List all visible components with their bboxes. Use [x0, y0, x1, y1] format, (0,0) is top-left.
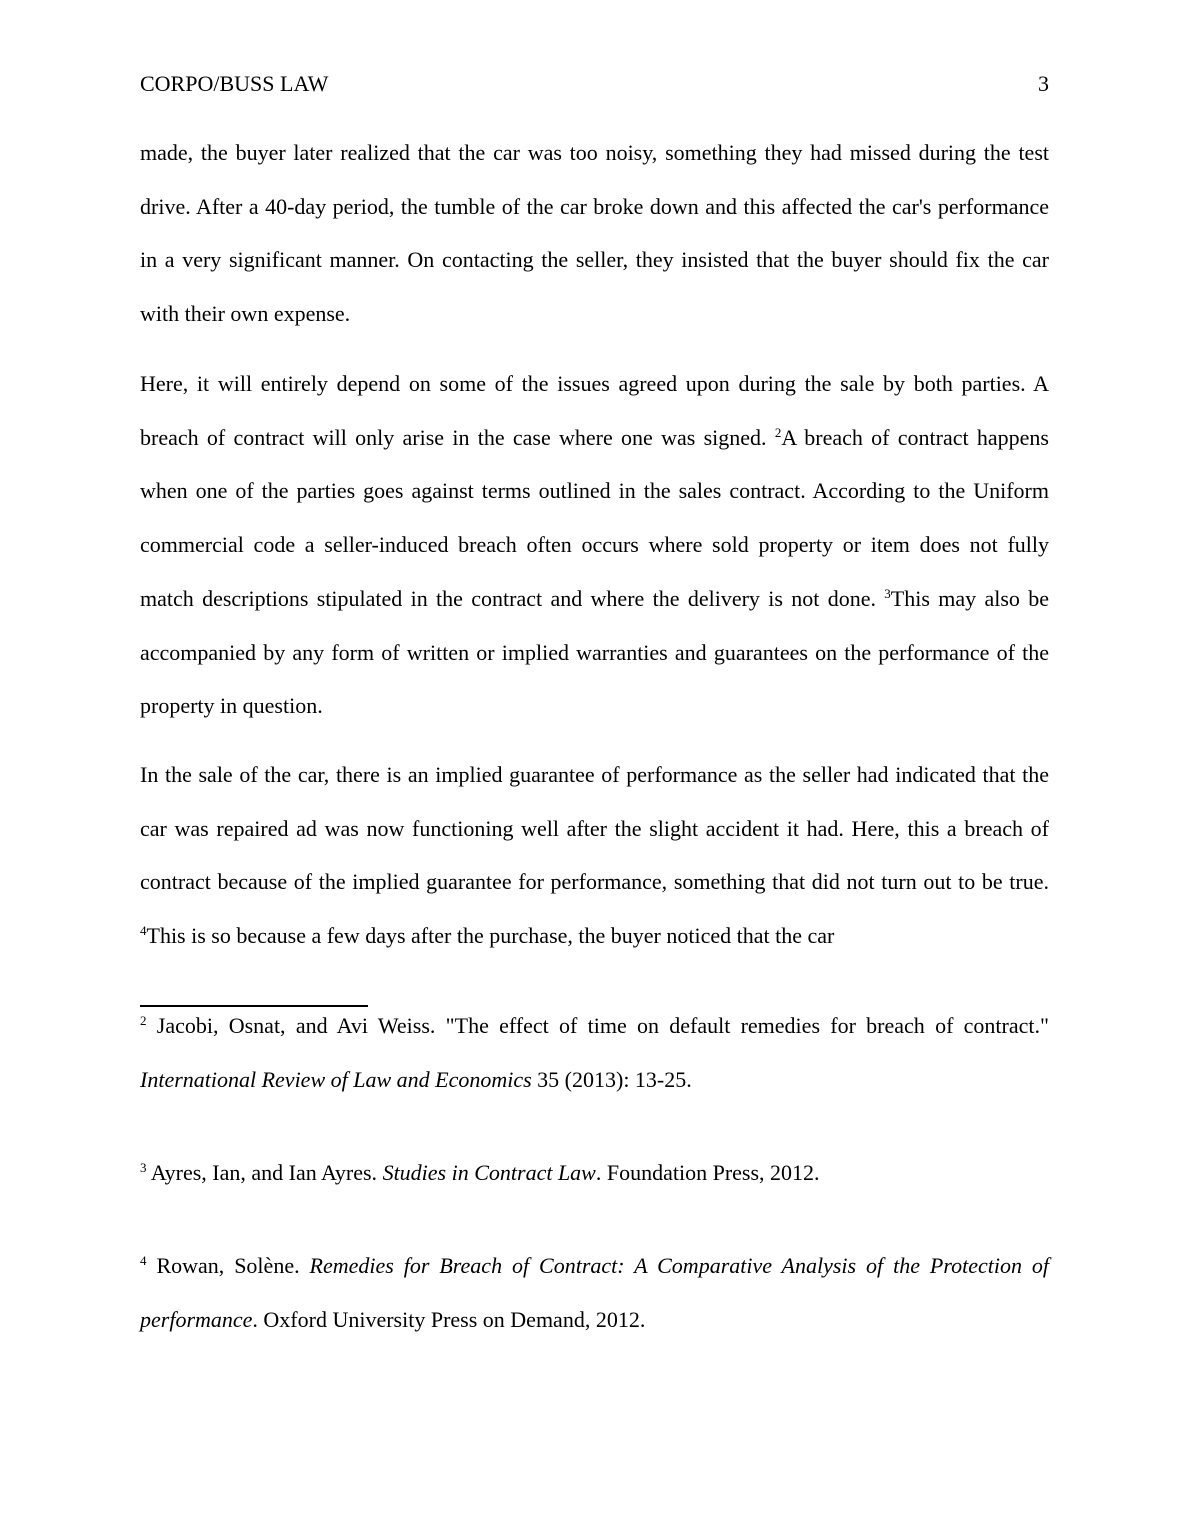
footnote-text: . Oxford University Press on Demand, 2012.	[252, 1307, 646, 1332]
footnote-marker: 4	[140, 1253, 147, 1268]
footnote-marker: 2	[140, 1013, 147, 1028]
footnote-2	[140, 999, 1049, 1107]
footnote-title: International Review of Law and Economics	[140, 1067, 532, 1092]
footnote-text: Rowan, Solène.	[146, 1253, 310, 1278]
footnote-3	[140, 1146, 1049, 1200]
footnote-marker: 3	[140, 1160, 147, 1175]
footnote-text: . Foundation Press, 2012.	[595, 1160, 820, 1185]
footnote-text: Ayres, Ian, and Ian Ayres.	[146, 1160, 383, 1185]
body-paragraph-3	[140, 748, 1049, 963]
footnote-ref-2[interactable]: 2	[774, 424, 782, 440]
paragraph-text: In the sale of the car, there is an implied guarantee of performance as the seller had indicated that the car was repaired ad was now functioning well after the slight accident it had. Here, this a breach of contract because of the implied guarantee for performance, something that did not turn out to be true.	[140, 762, 1049, 895]
paragraph-text: made, the buyer later realized that the car was too noisy, something they had missed during the test drive. After a 40-day period, the tumble of the car broke down and this affected the car's performance in a very significant manner. On contacting the seller, they insisted that the buyer should fix the car with their own expense.	[140, 140, 1049, 327]
footnote-title: Studies in Contract Law	[382, 1160, 596, 1185]
footnote-text: 35 (2013): 13-25.	[531, 1067, 692, 1092]
paragraph-text: This may also be accompanied by any form of written or implied warranties and guarantees on the performance of the property in question.	[140, 585, 1049, 719]
paragraph-text: This is so because a few days after the purchase, the buyer noticed that the car	[146, 923, 835, 949]
body-paragraph-2	[140, 357, 1049, 733]
running-head: CORPO/BUSS LAW	[140, 71, 329, 96]
footnote-ref-3[interactable]: 3	[884, 585, 891, 601]
body-paragraph-1	[140, 126, 1049, 341]
footnote-text: Jacobi, Osnat, and Avi Weiss. "The effect of time on default remedies for breach of contract."	[146, 1013, 1049, 1038]
footnote-4	[140, 1239, 1049, 1347]
paragraph-text: Here, it will entirely depend on some of the issues agreed upon during the sale by both parties. A breach of contract will only arise in the case where one was signed.	[140, 371, 1049, 450]
page-number: 3	[1038, 71, 1049, 96]
footnote-title: Remedies for Breach of Contract: A Comparative Analysis of the Protection of performance	[140, 1253, 1049, 1332]
footnote-ref-4[interactable]: 4	[140, 923, 147, 939]
paragraph-text: A breach of contract happens when one of the parties goes against terms outlined in the sales contract. According to the Uniform commercial code a seller-induced breach often occurs where sold property or item does not fully match descriptions stipulated in the contract and where the delivery is not done.	[140, 424, 1049, 611]
